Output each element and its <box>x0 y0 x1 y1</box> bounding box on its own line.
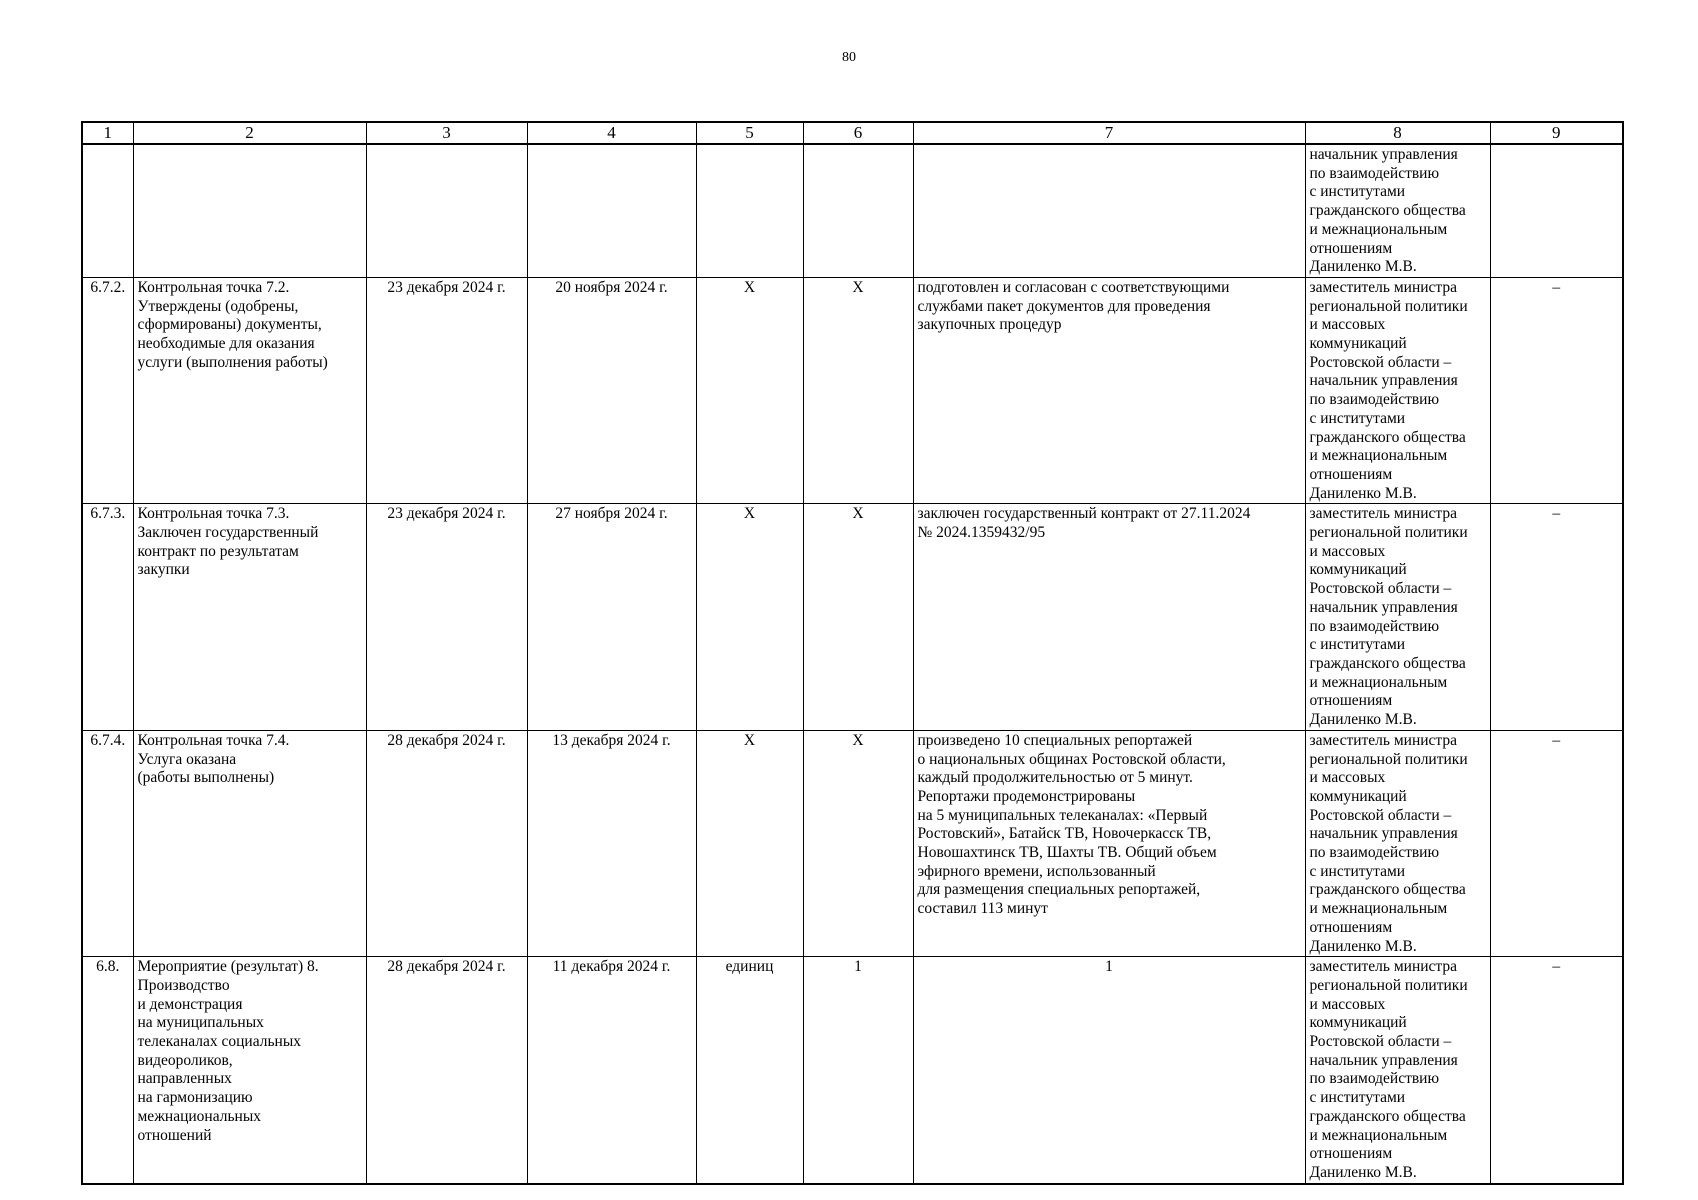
note-cell <box>1490 144 1623 277</box>
column-header: 2 <box>133 122 366 144</box>
plan-value-cell: 1 <box>803 957 913 1184</box>
unit-cell: Х <box>696 277 803 503</box>
responsible-cell: заместитель министра региональной политики и массовых коммуникаций Ростовской области – начальник управления по взаимодействию с институтами гражданского общества и межнациональным отношениям Даниленко М.В. <box>1305 957 1490 1184</box>
planned-date-cell: 28 декабря 2024 г. <box>366 730 527 956</box>
plan-value-cell: Х <box>803 730 913 956</box>
column-header: 5 <box>696 122 803 144</box>
planned-date-cell: 23 декабря 2024 г. <box>366 504 527 730</box>
table-row <box>82 277 1623 503</box>
table-header-row <box>82 122 1623 144</box>
note-cell: – <box>1490 504 1623 730</box>
unit-cell: Х <box>696 504 803 730</box>
actual-date-cell <box>527 144 696 277</box>
row-number-cell: 6.7.4. <box>82 730 133 956</box>
responsible-cell: заместитель министра региональной политики и массовых коммуникаций Ростовской области – начальник управления по взаимодействию с институтами гражданского общества и межнациональным отношениям Даниленко М.В. <box>1305 730 1490 956</box>
table-row <box>82 144 1623 277</box>
column-header: 4 <box>527 122 696 144</box>
result-cell: заключен государственный контракт от 27.11.2024 № 2024.1359432/95 <box>913 504 1305 730</box>
item-name-cell: Контрольная точка 7.4. Услуга оказана (работы выполнены) <box>133 730 366 956</box>
unit-cell: единиц <box>696 957 803 1184</box>
plan-value-cell <box>803 144 913 277</box>
row-number-cell <box>82 144 133 277</box>
unit-cell: Х <box>696 730 803 956</box>
responsible-cell: заместитель министра региональной политики и массовых коммуникаций Ростовской области – начальник управления по взаимодействию с институтами гражданского общества и межнациональным отношениям Даниленко М.В. <box>1305 504 1490 730</box>
note-cell: – <box>1490 730 1623 956</box>
column-header: 3 <box>366 122 527 144</box>
unit-cell <box>696 144 803 277</box>
responsible-cell: начальник управления по взаимодействию с институтами гражданского общества и межнациональным отношениям Даниленко М.В. <box>1305 144 1490 277</box>
plan-value-cell: Х <box>803 277 913 503</box>
table-row <box>82 957 1623 1184</box>
result-cell: произведено 10 специальных репортажей о национальных общинах Ростовской области, каждый продолжительностью от 5 минут. Репортажи продемонстрированы на 5 муниципальных телеканалах: «Первый Ростовский», Батайск ТВ, Новочеркасск ТВ, Новошахтинск ТВ, Шахты ТВ. Общий объем эфирного времени, использованный для размещения специальных репортажей, составил 113 минут <box>913 730 1305 956</box>
result-cell: подготовлен и согласован с соответствующими службами пакет документов для проведения закупочных процедур <box>913 277 1305 503</box>
item-name-cell: Контрольная точка 7.3. Заключен государственный контракт по результатам закупки <box>133 504 366 730</box>
actual-date-cell: 27 ноября 2024 г. <box>527 504 696 730</box>
row-number-cell: 6.8. <box>82 957 133 1184</box>
actual-date-cell: 11 декабря 2024 г. <box>527 957 696 1184</box>
item-name-cell: Контрольная точка 7.2. Утверждены (одобрены, сформированы) документы, необходимые для оказания услуги (выполнения работы) <box>133 277 366 503</box>
report-table <box>81 121 1624 1185</box>
page-number: 80 <box>842 50 856 65</box>
column-header: 6 <box>803 122 913 144</box>
column-header: 7 <box>913 122 1305 144</box>
note-cell: – <box>1490 957 1623 1184</box>
item-name-cell <box>133 144 366 277</box>
note-cell: – <box>1490 277 1623 503</box>
row-number-cell: 6.7.2. <box>82 277 133 503</box>
column-header: 8 <box>1305 122 1490 144</box>
column-header: 1 <box>82 122 133 144</box>
result-cell: 1 <box>913 957 1305 1184</box>
planned-date-cell: 23 декабря 2024 г. <box>366 277 527 503</box>
plan-value-cell: Х <box>803 504 913 730</box>
actual-date-cell: 13 декабря 2024 г. <box>527 730 696 956</box>
table-row <box>82 730 1623 956</box>
column-header: 9 <box>1490 122 1623 144</box>
row-number-cell: 6.7.3. <box>82 504 133 730</box>
actual-date-cell: 20 ноября 2024 г. <box>527 277 696 503</box>
item-name-cell: Мероприятие (результат) 8. Производство и демонстрация на муниципальных телеканалах социальных видеороликов, направленных на гармонизацию межнациональных отношений <box>133 957 366 1184</box>
result-cell <box>913 144 1305 277</box>
responsible-cell: заместитель министра региональной политики и массовых коммуникаций Ростовской области – начальник управления по взаимодействию с институтами гражданского общества и межнациональным отношениям Даниленко М.В. <box>1305 277 1490 503</box>
table-row <box>82 504 1623 730</box>
planned-date-cell <box>366 144 527 277</box>
planned-date-cell: 28 декабря 2024 г. <box>366 957 527 1184</box>
